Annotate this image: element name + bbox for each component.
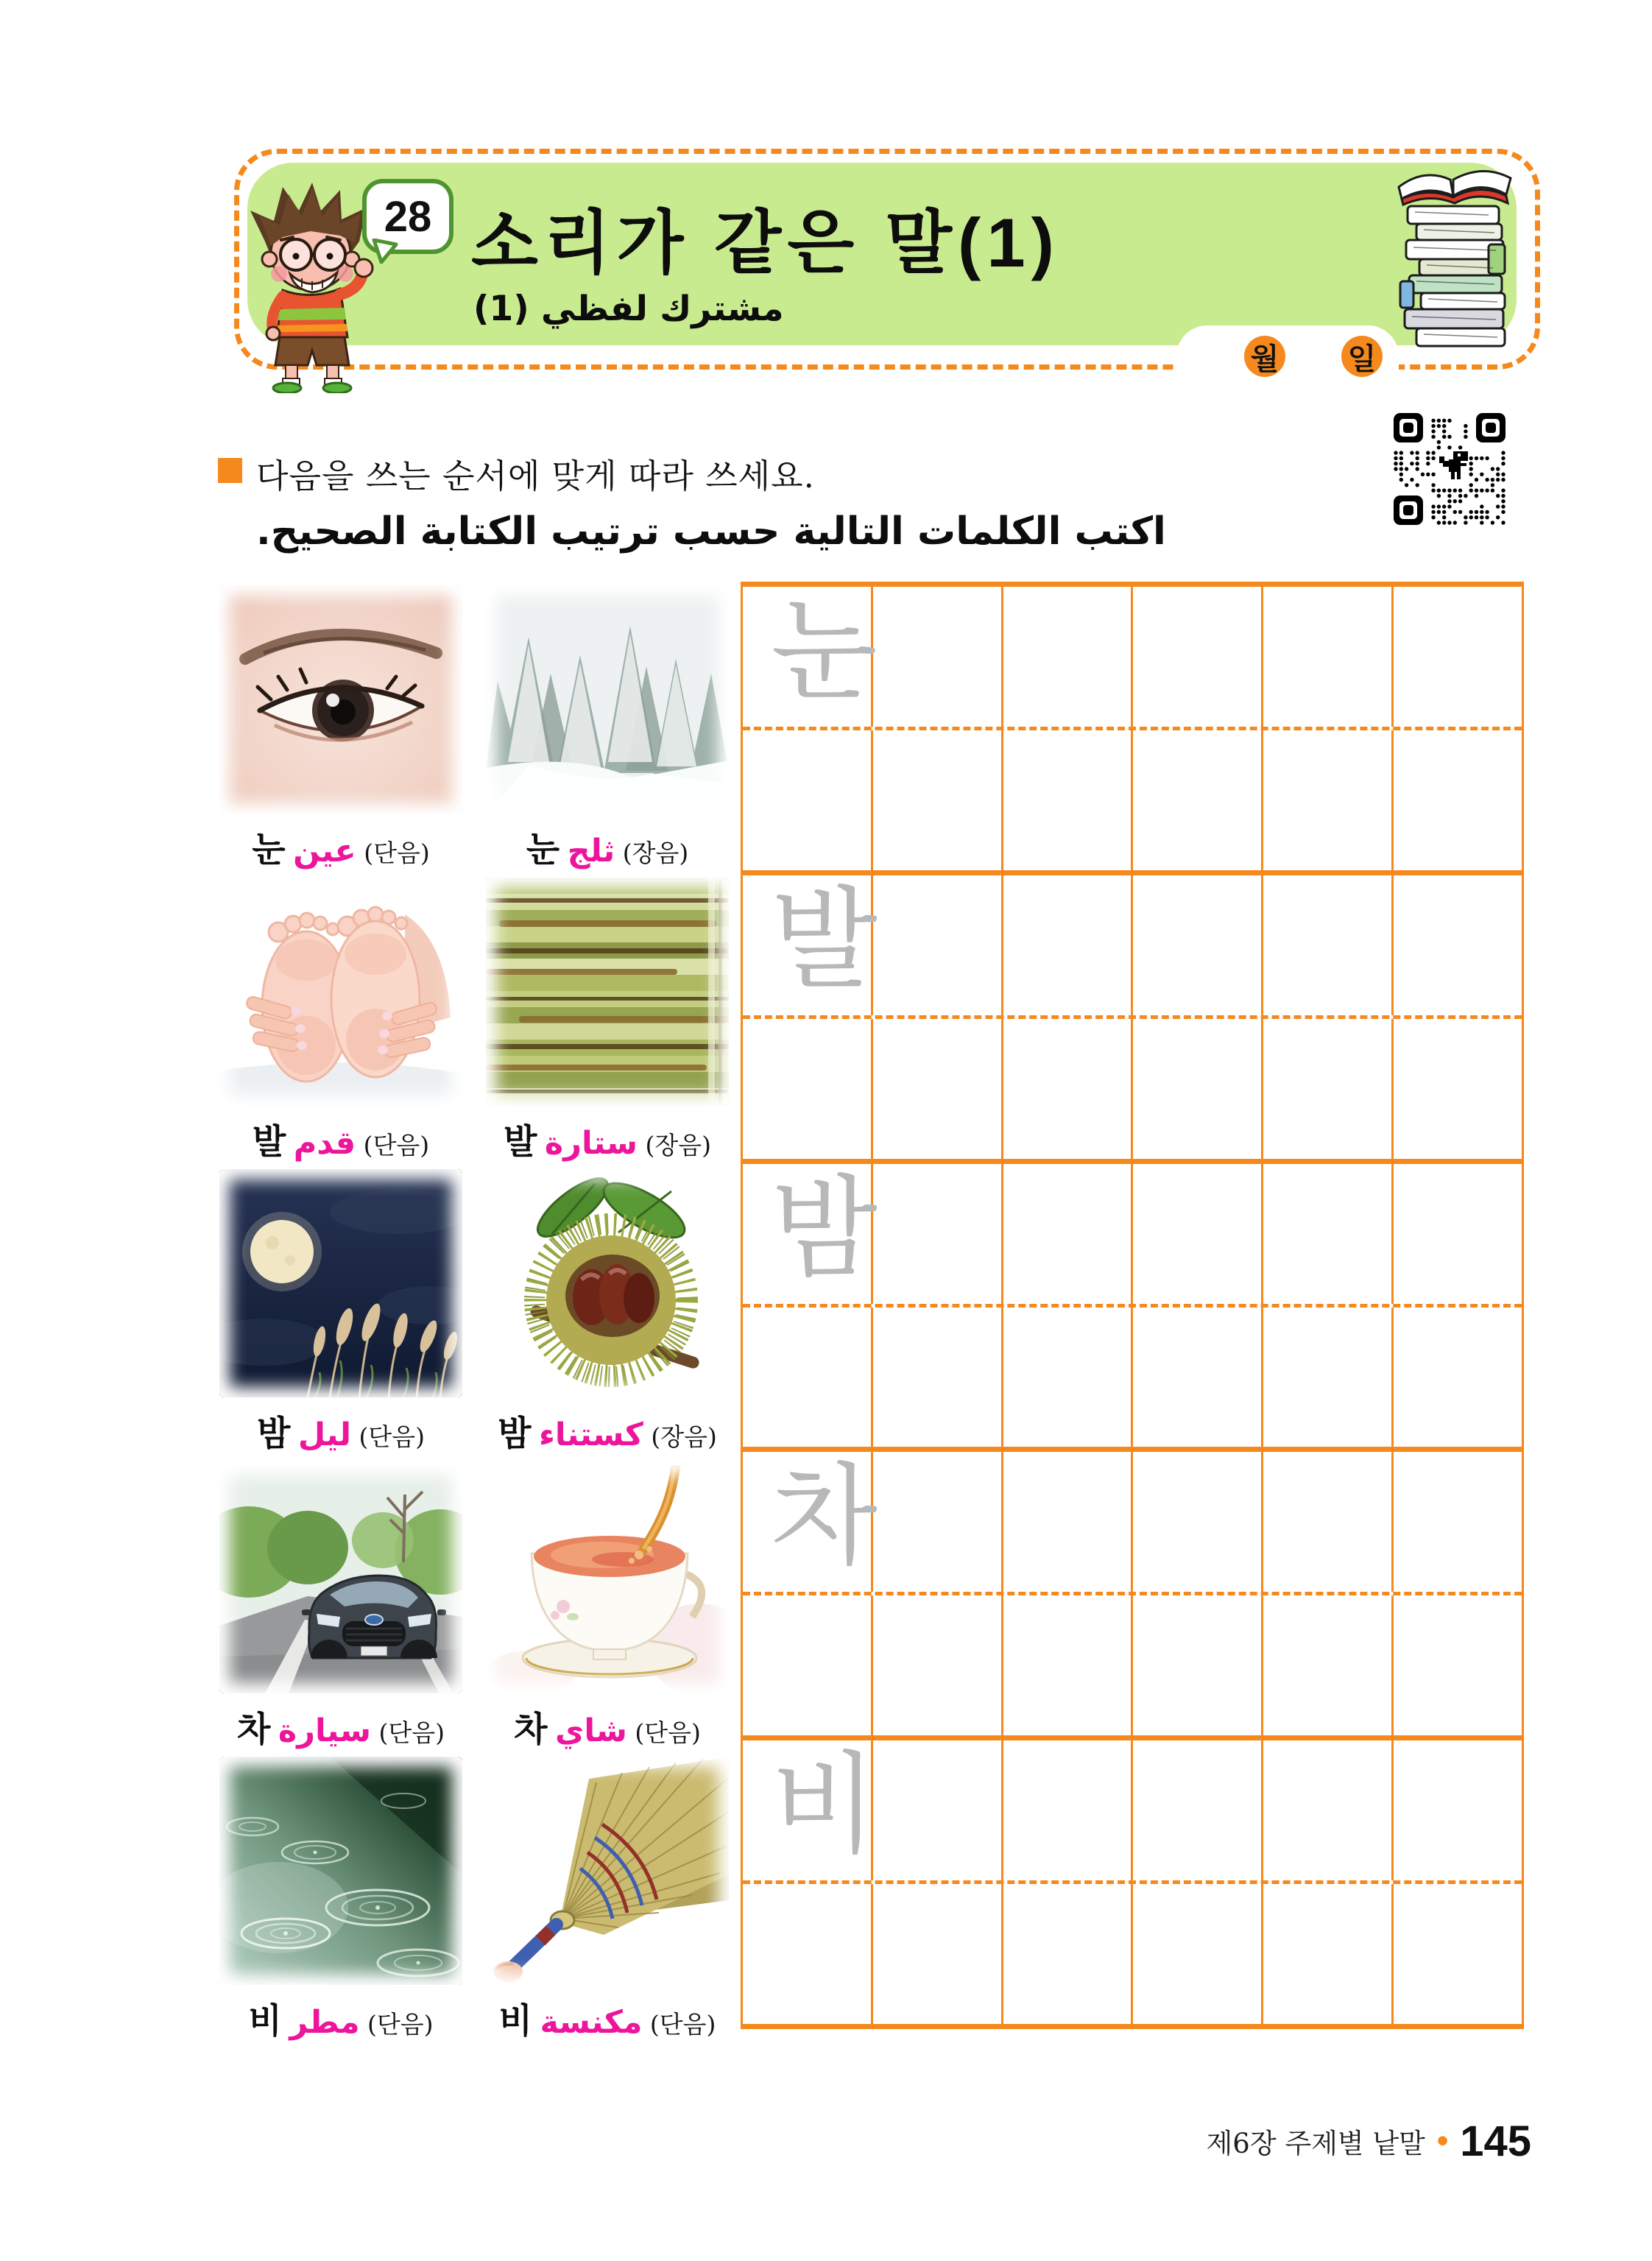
word-figure [486, 1757, 729, 2042]
arabic-word: مكنسة [540, 2004, 643, 2041]
practice-cell[interactable] [1133, 1019, 1263, 1159]
word-caption [486, 822, 729, 872]
korean-word: 밤 [257, 1414, 291, 1454]
grid-word-block [743, 582, 1522, 870]
practice-cell[interactable] [1394, 1452, 1522, 1592]
word-figure [219, 1757, 462, 2042]
practice-cell[interactable] [1003, 1452, 1134, 1592]
photo-rain-ripples [219, 1757, 462, 1985]
korean-word: 차 [237, 1710, 271, 1750]
practice-cell[interactable] [1394, 1884, 1522, 2024]
word-figure [219, 878, 462, 1163]
word-caption [486, 1406, 729, 1456]
practice-cell[interactable] [1003, 875, 1134, 1015]
word-caption [219, 1406, 462, 1456]
practice-cell[interactable] [1263, 1452, 1394, 1592]
instruction-bullet [218, 458, 242, 483]
page-footer [1104, 2114, 1531, 2167]
word-figure [486, 1169, 729, 1454]
practice-cell[interactable] [873, 1884, 1003, 2024]
trace-cell[interactable] [743, 1164, 878, 1304]
word-pair-row [219, 1169, 729, 1454]
practice-cell[interactable] [873, 1308, 1003, 1447]
month-badge [1244, 336, 1285, 377]
sound-length-note: (장음) [622, 839, 689, 867]
grid-row [743, 1592, 1522, 1735]
photo-bare-feet [219, 878, 462, 1106]
practice-cell[interactable] [1133, 1884, 1263, 2024]
trace-character: 비 [771, 1741, 878, 1870]
grid-row [743, 1740, 1522, 1880]
trace-character: 밤 [771, 1164, 878, 1293]
arabic-word: ثلج [567, 833, 615, 870]
word-figure [486, 878, 729, 1163]
practice-cell[interactable] [1133, 875, 1263, 1015]
sound-length-note: (단음) [635, 1718, 701, 1747]
practice-cell[interactable] [873, 587, 1003, 727]
practice-cell[interactable] [873, 1595, 1003, 1735]
practice-cell[interactable] [1003, 1164, 1134, 1304]
sound-length-note: (장음) [645, 1131, 711, 1160]
month-label: 월 [1250, 341, 1279, 376]
photo-human-eye [219, 585, 462, 814]
lesson-number: 28 [384, 192, 432, 241]
practice-cell[interactable] [743, 1884, 873, 2024]
practice-cell[interactable] [1263, 875, 1394, 1015]
trace-cell[interactable] [743, 875, 878, 1015]
practice-cell[interactable] [1003, 587, 1134, 727]
korean-word: 눈 [252, 830, 286, 870]
practice-cell[interactable] [873, 730, 1003, 870]
practice-cell[interactable] [873, 1740, 1003, 1880]
word-pair-row [219, 1757, 729, 2042]
trace-character: 눈 [771, 588, 878, 716]
practice-grid [741, 582, 1524, 2029]
grid-row [743, 727, 1522, 870]
sound-length-note: (단음) [378, 1718, 445, 1747]
practice-cell[interactable] [1133, 1308, 1263, 1447]
arabic-word: ليل [297, 1417, 351, 1453]
instruction-korean: 다음을 쓰는 순서에 맞게 따라 쓰세요. [256, 456, 815, 495]
sound-length-note: (단음) [649, 2010, 716, 2039]
sound-length-note: (단음) [364, 839, 430, 867]
trace-character: 차 [771, 1453, 878, 1581]
practice-cell[interactable] [1263, 1019, 1394, 1159]
grid-row [743, 1164, 1522, 1304]
practice-cell[interactable] [743, 730, 873, 870]
korean-word: 발 [252, 1122, 286, 1163]
word-figure [486, 585, 729, 870]
practice-cell[interactable] [1394, 1164, 1522, 1304]
arabic-word: ستارة [544, 1125, 638, 1162]
word-pair-row [219, 585, 729, 870]
photo-tea-cup [486, 1465, 729, 1693]
practice-cell[interactable] [1394, 1595, 1522, 1735]
practice-cell[interactable] [1263, 1740, 1394, 1880]
practice-cell[interactable] [743, 1019, 873, 1159]
photo-snow-forest [486, 585, 729, 814]
sound-length-note: (단음) [359, 1422, 425, 1451]
grid-row [743, 1304, 1522, 1447]
day-label: 일 [1347, 341, 1377, 376]
word-pair-row [219, 878, 729, 1163]
practice-cell[interactable] [873, 875, 1003, 1015]
photo-chestnut [486, 1169, 729, 1397]
practice-cell[interactable] [1133, 587, 1263, 727]
grid-word-block [743, 1159, 1522, 1447]
grid-word-block [743, 870, 1522, 1159]
korean-word: 비 [498, 2001, 532, 2042]
footer-dot: • [1436, 2123, 1449, 2159]
practice-cell[interactable] [873, 1019, 1003, 1159]
bubble-tail [370, 239, 400, 265]
practice-cell[interactable] [1394, 587, 1522, 727]
arabic-word: سيارة [278, 1712, 371, 1749]
korean-word: 차 [514, 1710, 548, 1750]
page-number: 145 [1460, 2117, 1531, 2165]
sound-length-note: (장음) [651, 1422, 717, 1451]
korean-word: 비 [248, 2001, 282, 2042]
instruction-arabic: اكتب الكلمات التالية حسب ترتيب الكتابة الصحيح. [256, 509, 1166, 554]
word-figure [219, 585, 462, 870]
word-caption [219, 1702, 462, 1752]
arabic-word: مطر [289, 2004, 360, 2041]
grid-row [743, 1452, 1522, 1592]
word-caption [486, 1702, 729, 1752]
practice-cell[interactable] [1133, 1452, 1263, 1592]
practice-cell[interactable] [1263, 1884, 1394, 2024]
practice-cell[interactable] [873, 1164, 1003, 1304]
practice-cell[interactable] [743, 1595, 873, 1735]
practice-cell[interactable] [1133, 1164, 1263, 1304]
practice-cell[interactable] [1263, 730, 1394, 870]
trace-cell[interactable] [743, 1740, 878, 1880]
word-pair-row [219, 1465, 729, 1750]
grid-word-block [743, 1735, 1522, 2024]
trace-cell[interactable] [743, 1452, 878, 1592]
photo-night-moon [219, 1169, 462, 1397]
day-badge [1341, 336, 1383, 377]
qr-code [1390, 409, 1509, 529]
practice-cell[interactable] [1394, 730, 1522, 870]
practice-cell[interactable] [1263, 1595, 1394, 1735]
practice-cell[interactable] [1394, 1019, 1522, 1159]
practice-cell[interactable] [1003, 1595, 1134, 1735]
practice-cell[interactable] [1003, 1308, 1134, 1447]
practice-cell[interactable] [873, 1452, 1003, 1592]
grid-row [743, 1015, 1522, 1159]
grid-row [743, 875, 1522, 1015]
practice-cell[interactable] [1133, 1595, 1263, 1735]
word-figure [219, 1169, 462, 1454]
word-caption [486, 1115, 729, 1164]
photo-broom [486, 1757, 729, 1985]
word-caption [219, 1115, 462, 1164]
practice-cell[interactable] [1394, 875, 1522, 1015]
word-caption [219, 1994, 462, 2043]
korean-word: 발 [504, 1122, 537, 1163]
chapter-label: 제6장 주제별 낱말 [1206, 2128, 1425, 2159]
practice-cell[interactable] [1263, 1164, 1394, 1304]
arabic-word: قدم [293, 1125, 356, 1162]
grid-row [743, 1880, 1522, 2024]
arabic-word: شاي [555, 1712, 627, 1749]
trace-cell[interactable] [743, 587, 878, 727]
grid-word-block [743, 1447, 1522, 1735]
word-caption [486, 1994, 729, 2043]
sound-length-note: (단음) [367, 2010, 434, 2039]
word-caption [219, 822, 462, 872]
arabic-word: عين [293, 833, 356, 870]
practice-cell[interactable] [743, 1308, 873, 1447]
page-subtitle-arabic: مشترك لفظي (1) [473, 289, 784, 329]
practice-cell[interactable] [1003, 1884, 1134, 2024]
trace-character: 발 [771, 875, 878, 1004]
page-title: 소리가 같은 말(1) [471, 204, 1060, 281]
grid-row [743, 587, 1522, 727]
practice-cell[interactable] [1003, 1019, 1134, 1159]
word-figure [219, 1465, 462, 1750]
arabic-word: كستناء [538, 1417, 643, 1453]
photo-reed-blind [486, 878, 729, 1106]
word-figure [486, 1465, 729, 1750]
korean-word: 눈 [526, 830, 560, 870]
photo-car [219, 1465, 462, 1693]
book-stack-illustration [1386, 156, 1519, 353]
sound-length-note: (단음) [363, 1131, 430, 1160]
practice-cell[interactable] [1394, 1308, 1522, 1447]
practice-cell[interactable] [1263, 1308, 1394, 1447]
practice-cell[interactable] [1394, 1740, 1522, 1880]
practice-cell[interactable] [1003, 1740, 1134, 1880]
practice-cell[interactable] [1003, 730, 1134, 870]
practice-cell[interactable] [1263, 587, 1394, 727]
practice-cell[interactable] [1133, 1740, 1263, 1880]
practice-cell[interactable] [1133, 730, 1263, 870]
korean-word: 밤 [498, 1414, 532, 1454]
